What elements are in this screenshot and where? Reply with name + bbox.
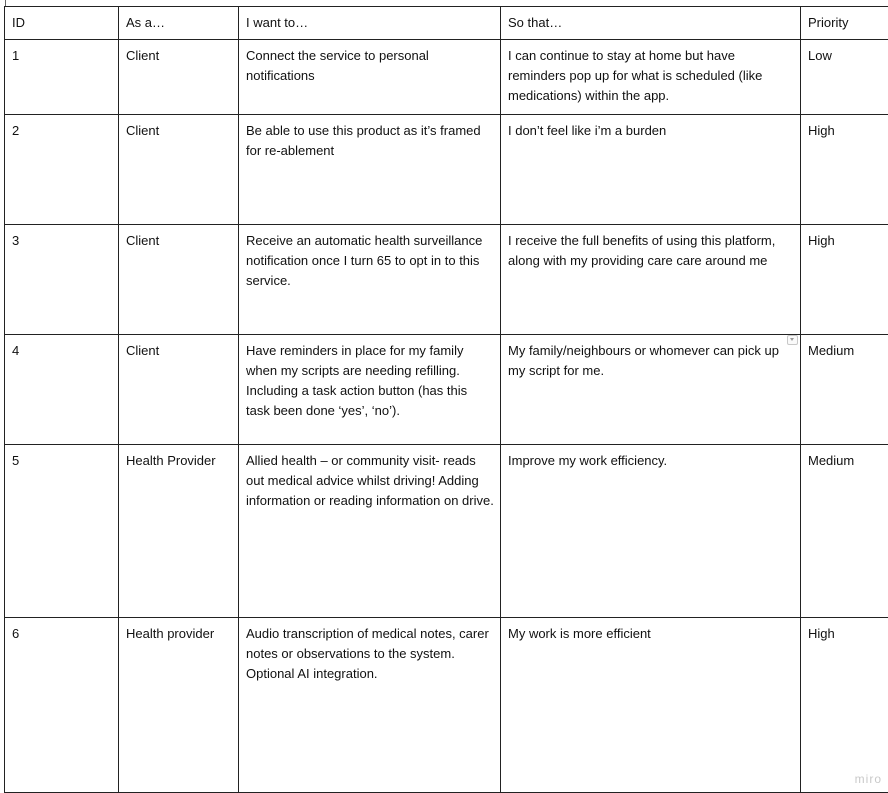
miro-watermark: miro: [855, 772, 882, 786]
cell-id[interactable]: 2: [5, 115, 119, 225]
header-benefit: So that…: [501, 7, 801, 40]
cell-benefit[interactable]: Improve my work efficiency.: [501, 445, 801, 618]
table-row: [5, 225, 888, 335]
cell-role[interactable]: Client: [119, 40, 239, 115]
cell-id[interactable]: 5: [5, 445, 119, 618]
cell-role[interactable]: Client: [119, 115, 239, 225]
cell-benefit[interactable]: I receive the full benefits of using this platform, along with my providing care care around me: [501, 225, 801, 335]
cell-role[interactable]: Health Provider: [119, 445, 239, 618]
cell-benefit[interactable]: My work is more efficient: [501, 618, 801, 793]
header-priority: Priority: [801, 7, 888, 40]
cell-role[interactable]: Health provider: [119, 618, 239, 793]
cell-priority[interactable]: Medium: [801, 445, 888, 618]
header-id: ID: [5, 7, 119, 40]
cell-priority[interactable]: Medium: [801, 335, 888, 445]
cell-benefit[interactable]: [501, 335, 801, 445]
cell-priority[interactable]: High: [801, 115, 888, 225]
cell-id[interactable]: 4: [5, 335, 119, 445]
table-header-row: [5, 7, 888, 40]
cell-benefit[interactable]: I don’t feel like i’m a burden: [501, 115, 801, 225]
cell-priority[interactable]: High: [801, 618, 888, 793]
header-want: I want to…: [239, 7, 501, 40]
cell-want[interactable]: Allied health – or community visit- reads out medical advice whilst driving! Adding information or reading information on drive.: [239, 445, 501, 618]
dropdown-caret-icon[interactable]: [787, 335, 798, 345]
cell-priority[interactable]: Low: [801, 40, 888, 115]
user-stories-table: [4, 6, 888, 793]
table-row: [5, 40, 888, 115]
cell-want[interactable]: Receive an automatic health surveillance notification once I turn 65 to opt in to this service.: [239, 225, 501, 335]
cell-priority[interactable]: High: [801, 225, 888, 335]
table-row: [5, 115, 888, 225]
cell-role[interactable]: Client: [119, 335, 239, 445]
cell-want[interactable]: Audio transcription of medical notes, carer notes or observations to the system. Optional AI integration.: [239, 618, 501, 793]
cell-id[interactable]: 3: [5, 225, 119, 335]
cell-want[interactable]: Be able to use this product as it’s framed for re-ablement: [239, 115, 501, 225]
header-role: As a…: [119, 7, 239, 40]
cell-role[interactable]: Client: [119, 225, 239, 335]
cell-want[interactable]: Have reminders in place for my family when my scripts are needing refilling. Including a task action button (has this task been done ‘yes’, ‘no’).: [239, 335, 501, 445]
cell-id[interactable]: 6: [5, 618, 119, 793]
table-row: [5, 335, 888, 445]
table-row: [5, 445, 888, 618]
table-row: [5, 618, 888, 793]
cell-want[interactable]: Connect the service to personal notifications: [239, 40, 501, 115]
cell-id[interactable]: 1: [5, 40, 119, 115]
cell-benefit[interactable]: I can continue to stay at home but have reminders pop up for what is scheduled (like medications) within the app.: [501, 40, 801, 115]
cell-benefit-text: My family/neighbours or whomever can pick up my script for me.: [508, 343, 779, 378]
